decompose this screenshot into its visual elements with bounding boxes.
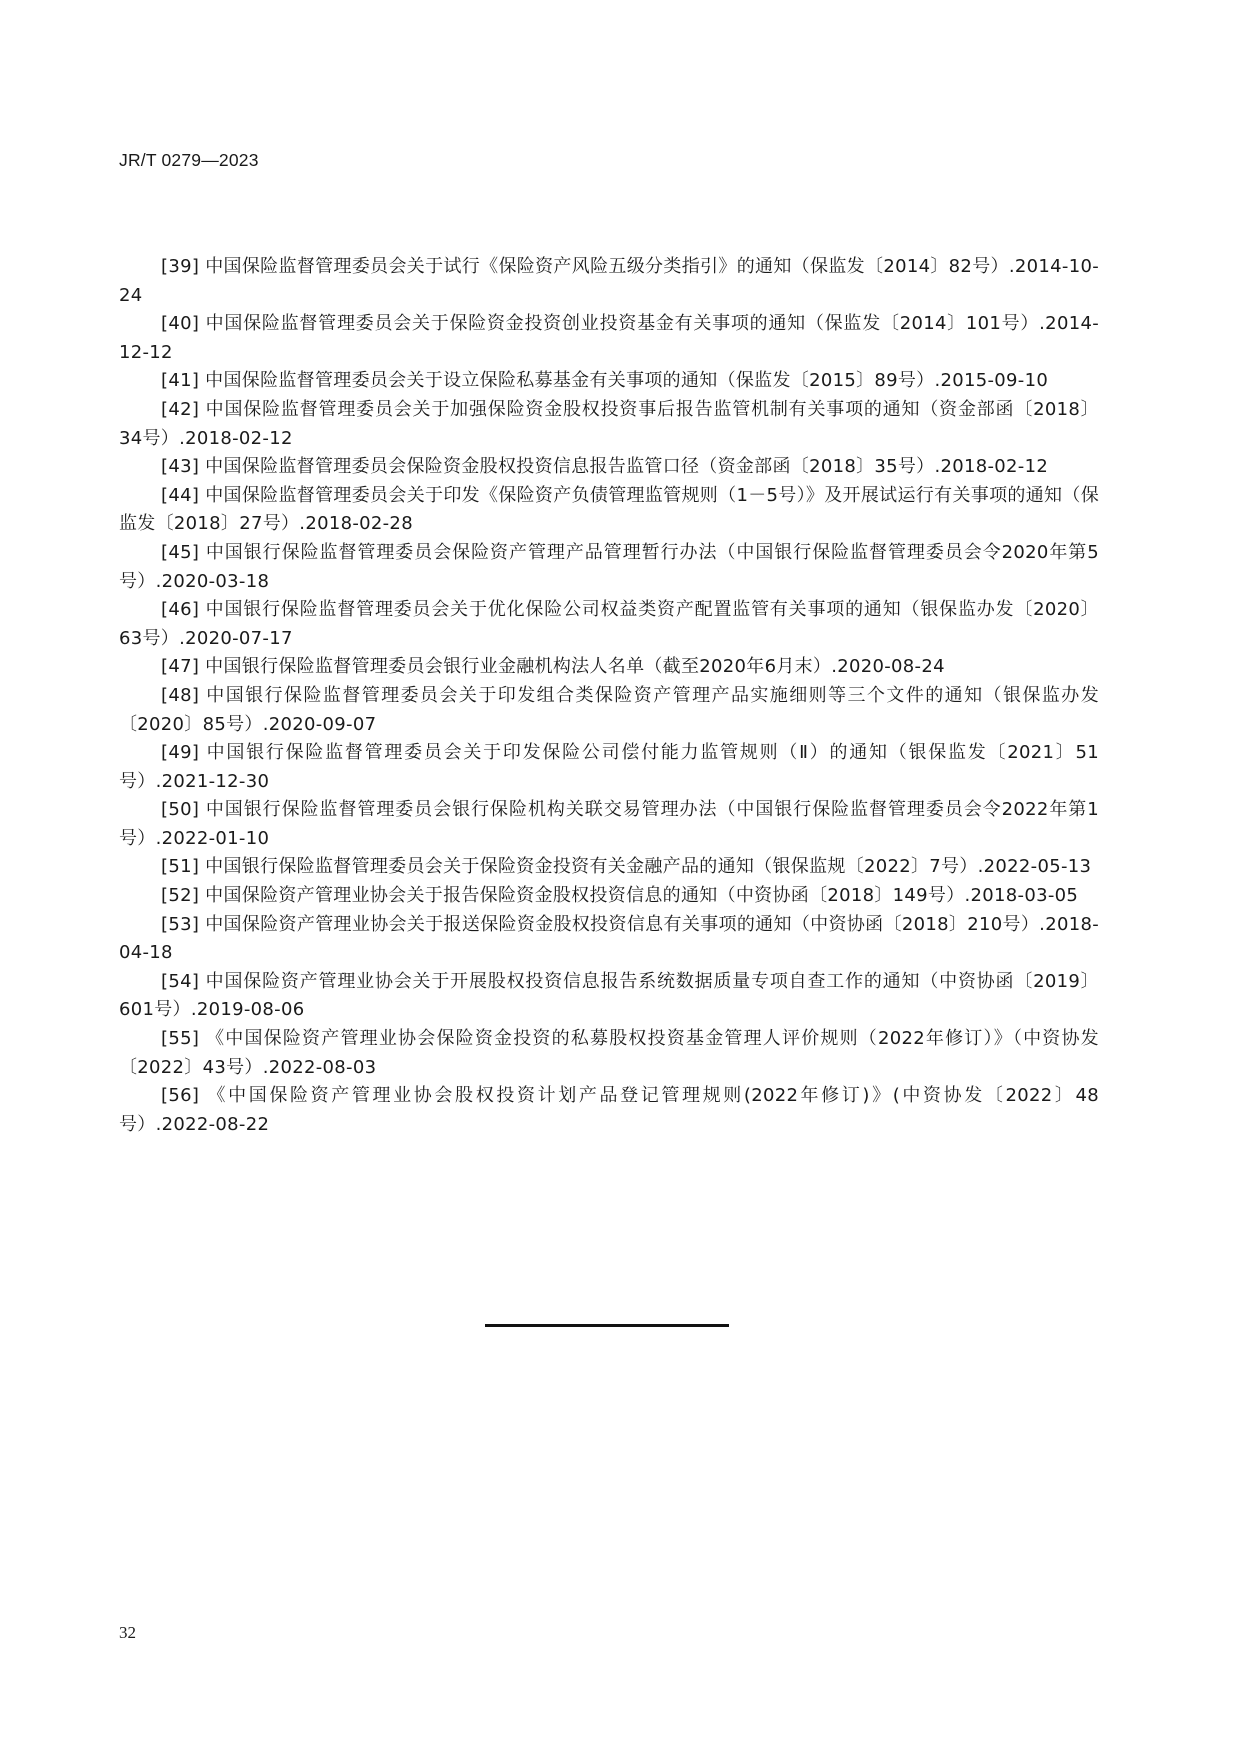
- reference-item: [47] 中国银行保险监督管理委员会银行业金融机构法人名单（截至2020年6月末）.2020-08-24: [161, 656, 945, 678]
- reference-item: [49] 中国银行保险监督管理委员会关于印发保险公司偿付能力监管规则（Ⅱ）的通知（银保监发〔2021〕51号）.2021-12-30: [119, 742, 1099, 792]
- reference-item: [45] 中国银行保险监督管理委员会保险资产管理产品管理暂行办法（中国银行保险监督管理委员会令2020年第5号）.2020-03-18: [119, 541, 1099, 592]
- reference-item: [53] 中国保险资产管理业协会关于报送保险资金股权投资信息有关事项的通知（中资协函〔2018〕210号）.2018-04-18: [119, 913, 1099, 964]
- document-code: JR/T 0279—2023: [119, 150, 259, 170]
- reference-item: [54] 中国保险资产管理业协会关于开展股权投资信息报告系统数据质量专项自查工作的通知（中资协函〔2019〕601号）.2019-08-06: [119, 970, 1099, 1021]
- reference-item: [40] 中国保险监督管理委员会关于保险资金投资创业投资基金有关事项的通知（保监发〔2014〕101号）.2014-12-12: [119, 313, 1099, 363]
- page-number: 32: [119, 1623, 136, 1642]
- reference-list: [119, 253, 1099, 1139]
- reference-item: [43] 中国保险监督管理委员会保险资金股权投资信息报告监管口径（资金部函〔2018〕35号）.2018-02-12: [161, 456, 1049, 478]
- reference-item: [44] 中国保险监督管理委员会关于印发《保险资产负债管理监管规则（1－5号）》及开展试运行有关事项的通知（保监发〔2018〕27号）.2018-02-28: [119, 484, 1099, 535]
- end-of-document-rule: [485, 1324, 729, 1327]
- reference-item: [50] 中国银行保险监督管理委员会银行保险机构关联交易管理办法（中国银行保险监督管理委员会令2022年第1号）.2022-01-10: [119, 799, 1099, 849]
- reference-item: [51] 中国银行保险监督管理委员会关于保险资金投资有关金融产品的通知（银保监规〔2022〕7号）.2022-05-13: [161, 856, 1092, 878]
- reference-item: [46] 中国银行保险监督管理委员会关于优化保险公司权益类资产配置监管有关事项的通知（银保监办发〔2020〕63号）.2020-07-17: [119, 599, 1099, 649]
- reference-item: [52] 中国保险资产管理业协会关于报告保险资金股权投资信息的通知（中资协函〔2018〕149号）.2018-03-05: [161, 885, 1079, 907]
- reference-item: [42] 中国保险监督管理委员会关于加强保险资金股权投资事后报告监管机制有关事项的通知（资金部函〔2018〕34号）.2018-02-12: [119, 398, 1099, 449]
- reference-item: [41] 中国保险监督管理委员会关于设立保险私募基金有关事项的通知（保监发〔2015〕89号）.2015-09-10: [161, 370, 1049, 392]
- reference-item: [56] 《中国保险资产管理业协会股权投资计划产品登记管理规则(2022年修订)》(中资协发〔2022〕48号）.2022-08-22: [119, 1085, 1099, 1135]
- reference-item: [48] 中国银行保险监督管理委员会关于印发组合类保险资产管理产品实施细则等三个文件的通知（银保监办发〔2020〕85号）.2020-09-07: [119, 684, 1099, 735]
- reference-item: [55] 《中国保险资产管理业协会保险资金投资的私募股权投资基金管理人评价规则（2022年修订）》（中资协发〔2022〕43号）.2022-08-03: [119, 1028, 1099, 1078]
- reference-item: [39] 中国保险监督管理委员会关于试行《保险资产风险五级分类指引》的通知（保监发〔2014〕82号）.2014-10-24: [119, 256, 1099, 306]
